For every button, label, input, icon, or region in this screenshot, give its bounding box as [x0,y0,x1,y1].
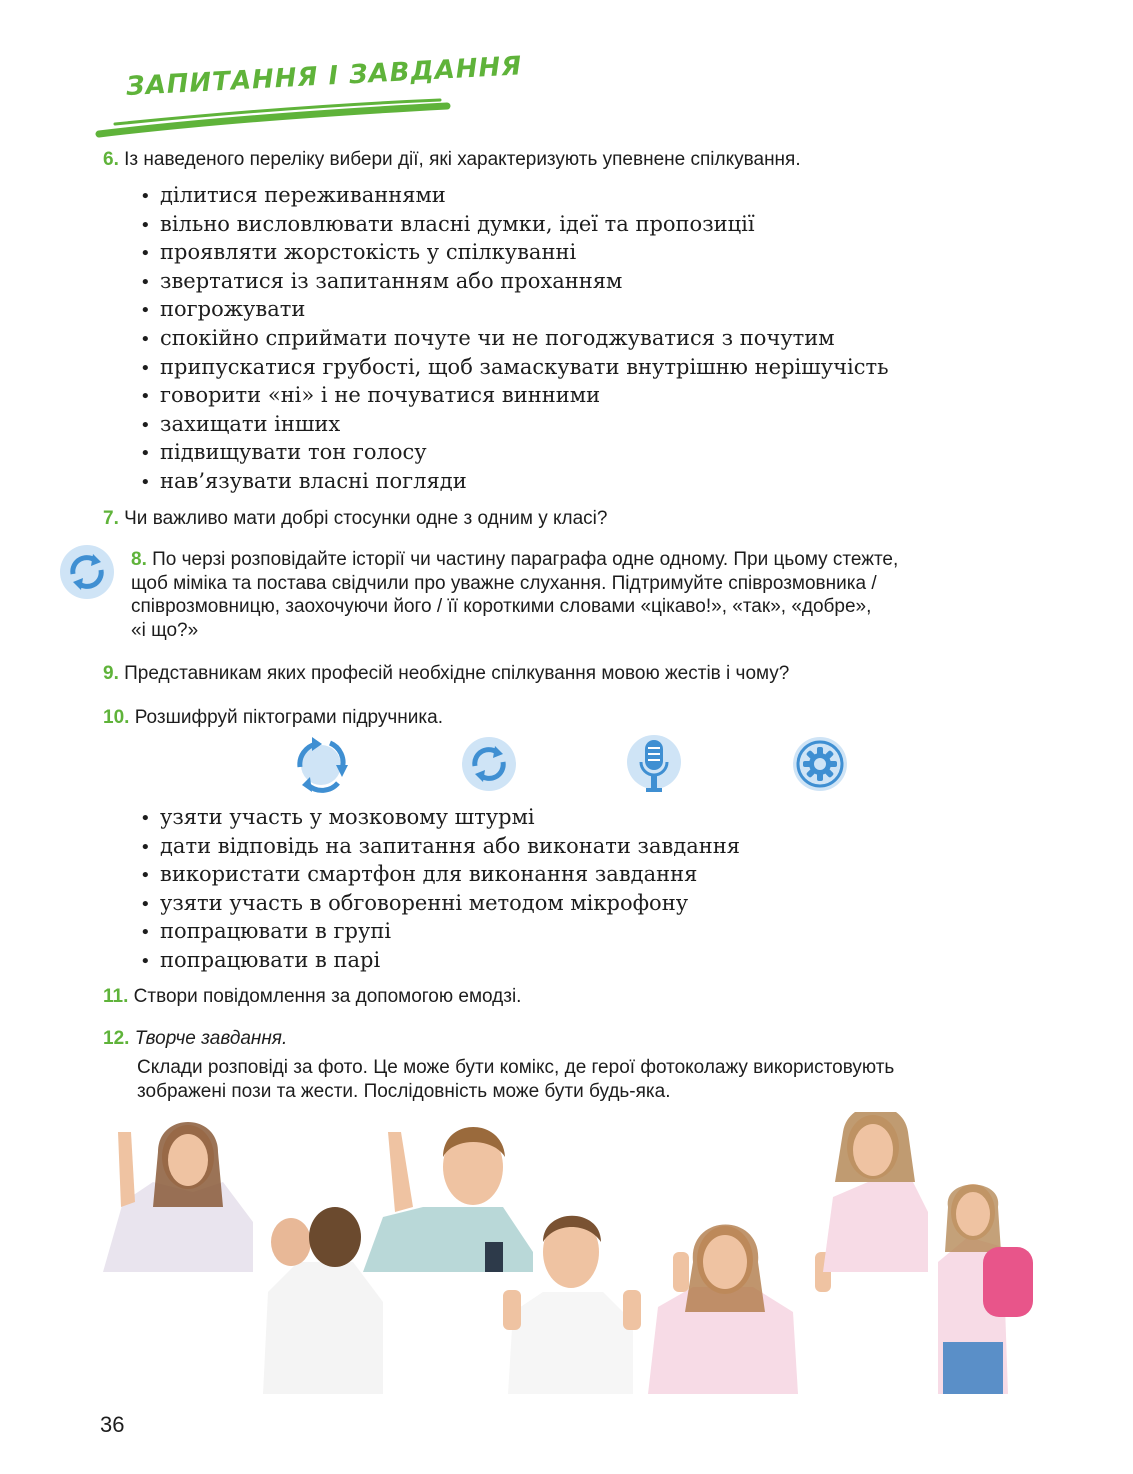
photo-girl-backpack [938,1184,1033,1394]
question-number: 8. [131,549,147,570]
question-11 [103,985,521,1009]
question-text: Створи повідомлення за допомогою емодзі. [133,986,522,1007]
question-12-body [137,1056,894,1103]
photo-hug [263,1207,383,1394]
list-item: • звертатися із запитанням або проханням [140,267,889,296]
heading-title: ЗАПИТАННЯ І ЗАВДАННЯ [125,51,523,102]
question-number: 7. [103,508,119,529]
question-text: Розшифруй піктограми підручника. [134,707,443,728]
list-item: • спокійно сприймати почуте чи не погоджуватися з почутим [140,324,889,353]
list-item: • підвищувати тон голосу [140,438,889,467]
question-text: Представникам яких професій необхідне спілкування мовою жестів і чому? [124,663,790,684]
section-heading [95,51,523,142]
question-9 [103,662,789,686]
list-item: • ділитися переживаннями [140,181,889,210]
list-item: • погрожувати [140,295,889,324]
photo-collage [103,1112,1038,1394]
list-item: • вільно висловлювати власні думки, ідеї та пропозиції [140,210,889,239]
list-item: • узяти участь в обговоренні методом мікрофону [140,889,740,918]
question-text-line: Склади розповіді за фото. Це може бути комікс, де герої фотоколажу використовують [137,1057,895,1078]
q6-list [140,181,889,496]
question-6 [103,148,801,172]
question-10 [103,706,443,730]
question-7 [103,507,607,531]
list-item: • припускатися грубості, щоб замаскувати внутрішню нерішучість [140,353,889,382]
answer-icon [59,544,115,600]
gear-icon [792,736,848,792]
list-item: • попрацювати в групі [140,917,740,946]
question-text-line: співрозмовницю, заохочуючи його / її короткими словами «цікаво!», «так», «добре», [131,596,872,617]
brainstorm-icon [290,735,352,795]
question-text-line: По черзі розповідайте історії чи частину параграфа одне одному. При цьому стежте, [152,549,899,570]
question-title: Творче завдання. [134,1028,288,1049]
list-item: • попрацювати в парі [140,946,740,975]
question-number: 11. [103,986,129,1007]
list-item: • використати смартфон для виконання завдання [140,860,740,889]
question-8 [131,548,1051,642]
photo-boy-peace [363,1127,533,1272]
list-item: • захищати інших [140,410,889,439]
list-item: • дати відповідь на запитання або виконати завдання [140,832,740,861]
q10-list [140,803,740,975]
question-12 [103,1027,287,1051]
photo-girl-thumbs [648,1225,831,1395]
question-text-line: «і що?» [131,619,199,641]
question-number: 10. [103,707,130,728]
microphone-icon [626,734,682,794]
question-text: Чи важливо мати добрі стосунки одне з одним у класі? [124,508,608,529]
question-text-line: щоб міміка та постава свідчили про уважне слухання. Підтримуйте співрозмовника / [131,572,877,594]
question-text: Із наведеного переліку вибери дії, які характеризують упевнене спілкування. [124,149,801,170]
question-text-line: зображені пози та жести. Послідовність може бути будь-яка. [137,1080,671,1102]
question-number: 9. [103,663,119,684]
question-number: 6. [103,149,119,170]
photo-girl-waving [103,1122,253,1272]
list-item: • нав’язувати власні погляди [140,467,889,496]
answer-icon [461,736,517,792]
list-item: • проявляти жорстокість у спілкуванні [140,238,889,267]
list-item: • говорити «ні» і не почуватися винними [140,381,889,410]
list-item: • узяти участь у мозковому штурмі [140,803,740,832]
page-number: 36 [100,1412,125,1437]
question-number: 12. [103,1028,130,1049]
photo-girl-shocked [823,1112,928,1272]
